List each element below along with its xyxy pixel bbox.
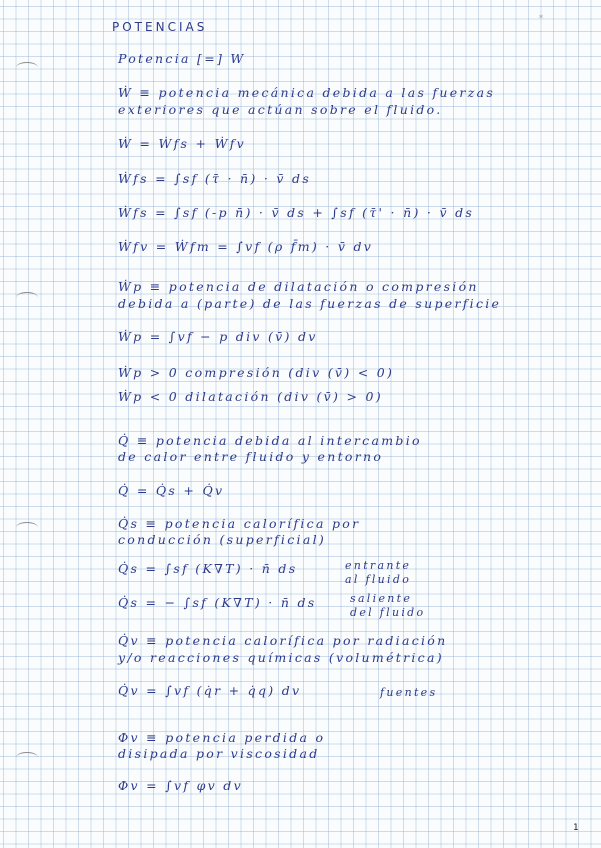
- text-line: debida a (parte) de las fuerzas de superficie: [118, 296, 502, 311]
- text-line: Q̇v ≡ potencia calorífica por radiación: [118, 633, 448, 648]
- equation: Q̇ = Q̇s + Q̇v: [118, 483, 225, 498]
- binder-hole: [16, 752, 38, 763]
- equation: Ẇfs = ∫sf (τ̄ · n̄) · v̄ ds: [118, 171, 312, 186]
- page-number: 1: [573, 823, 579, 833]
- equation: Ẇfv = Ẇfm = ∫vf (ρ f̄m) · v̄ dv: [118, 239, 374, 254]
- text-line: Ẇp ≡ potencia de dilatación o compresión: [118, 279, 479, 294]
- equation: Q̇s = − ∫sf (K∇T) · n̄ ds: [118, 595, 317, 610]
- text-line: Q̇s ≡ potencia calorífica por: [118, 516, 361, 531]
- text-line: conducción (superficial): [118, 532, 327, 547]
- corner-mark: *: [539, 14, 543, 23]
- text-line: Ẇ ≡ potencia mecánica debida a las fuerzas: [118, 85, 496, 100]
- equation: Q̇s = ∫sf (K∇T) · n̄ ds: [118, 561, 298, 576]
- equation: Ẇ = Ẇfs + Ẇfv: [118, 136, 247, 151]
- page-title: POTENCIAS: [112, 20, 208, 34]
- binder-hole: [16, 292, 38, 303]
- annotation: fuentes: [380, 686, 438, 699]
- annotation: del fluido: [350, 606, 426, 619]
- equation: Ẇp < 0 dilatación (div (v̄) > 0): [118, 389, 383, 404]
- equation: Φv = ∫vf φv dv: [118, 778, 243, 793]
- text-line: Φv ≡ potencia perdida o: [118, 730, 326, 745]
- text-line: y/o reacciones químicas (volumétrica): [118, 650, 444, 665]
- text-line: Potencia [=] W: [118, 51, 246, 66]
- equation: Ẇp > 0 compresión (div (v̄) < 0): [118, 365, 395, 380]
- binder-hole: [16, 62, 38, 73]
- equation: Ẇfs = ∫sf (-p n̄) · v̄ ds + ∫sf (τ̄' · n̄) · v̄ ds: [118, 205, 475, 220]
- annotation: saliente: [350, 592, 413, 605]
- text-line: disipada por viscosidad: [118, 746, 320, 761]
- annotation: al fluido: [345, 573, 412, 586]
- text-line: Q̇ ≡ potencia debida al intercambio: [118, 433, 422, 448]
- equation: Q̇v = ∫vf (q̇r + q̇q) dv: [118, 683, 302, 698]
- annotation: entrante: [345, 559, 412, 572]
- binder-hole: [16, 522, 38, 533]
- text-line: de calor entre fluido y entorno: [118, 449, 384, 464]
- equation: Ẇp = ∫vf − p div (v̄) dv: [118, 329, 318, 344]
- text-line: exteriores que actúan sobre el fluido.: [118, 102, 443, 117]
